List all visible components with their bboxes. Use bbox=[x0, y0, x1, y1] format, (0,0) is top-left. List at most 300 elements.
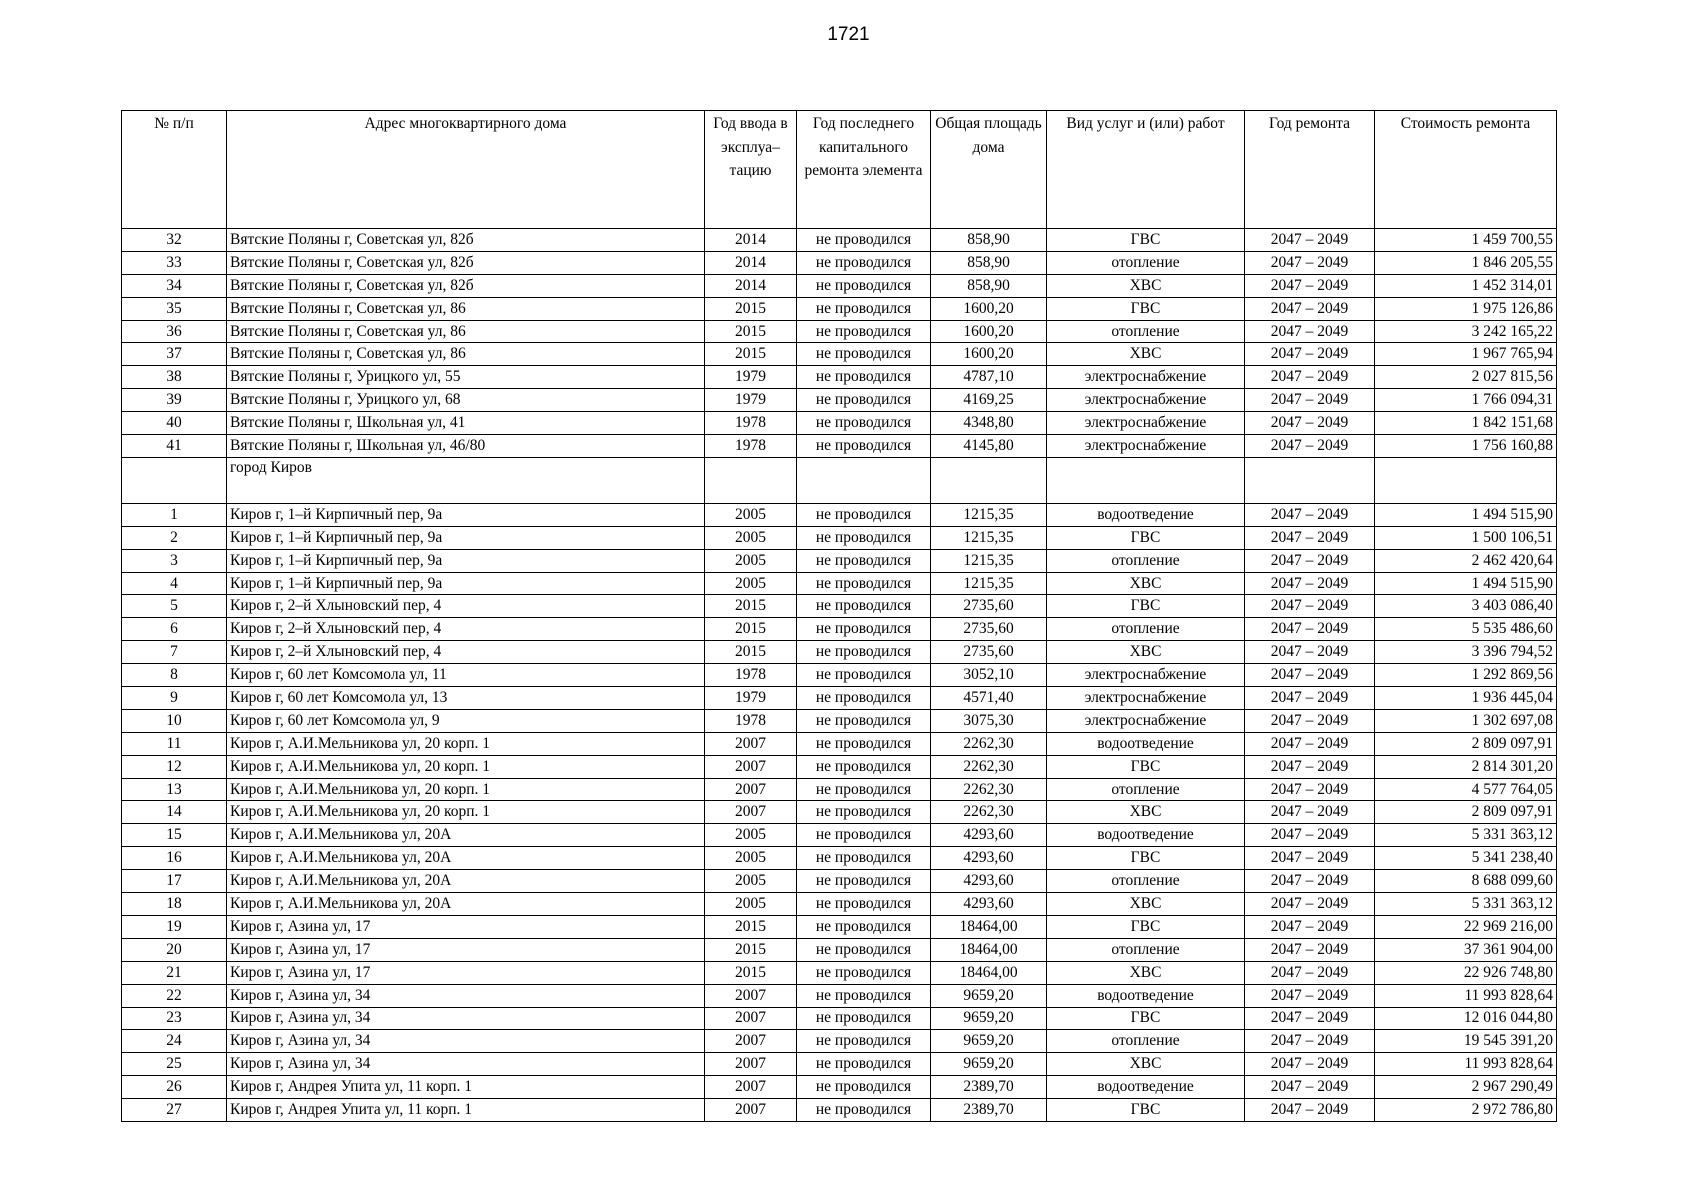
cell-repair-years: 2047 – 2049 bbox=[1245, 709, 1375, 732]
cell-cost: 2 027 815,56 bbox=[1375, 366, 1557, 389]
cell-service: водоотведение bbox=[1047, 732, 1245, 755]
cell-address: Киров г, А.И.Мельникова ул, 20 корп. 1 bbox=[227, 778, 705, 801]
cell-cost: 1 967 765,94 bbox=[1375, 343, 1557, 366]
cell-address: Киров г, 60 лет Комсомола ул, 9 bbox=[227, 709, 705, 732]
cell-service: водоотведение bbox=[1047, 503, 1245, 526]
cell-address: Киров г, 60 лет Комсомола ул, 13 bbox=[227, 687, 705, 710]
cell-cost: 19 545 391,20 bbox=[1375, 1030, 1557, 1053]
table-row bbox=[122, 687, 1557, 710]
cell-address: Киров г, 2–й Хлыновский пер, 4 bbox=[227, 595, 705, 618]
cell-number: 23 bbox=[122, 1007, 227, 1030]
cell-year-built: 2007 bbox=[705, 1076, 797, 1099]
cell-cost: 2 814 301,20 bbox=[1375, 755, 1557, 778]
cell-repair-years: 2047 – 2049 bbox=[1245, 251, 1375, 274]
cell-repair-years: 2047 – 2049 bbox=[1245, 572, 1375, 595]
cell-repair-years: 2047 – 2049 bbox=[1245, 549, 1375, 572]
cell-area: 1215,35 bbox=[931, 572, 1047, 595]
cell-repair-years: 2047 – 2049 bbox=[1245, 435, 1375, 458]
cell-area: 2389,70 bbox=[931, 1076, 1047, 1099]
cell-cost: 5 331 363,12 bbox=[1375, 893, 1557, 916]
cell-area: 2262,30 bbox=[931, 801, 1047, 824]
cell-number: 34 bbox=[122, 274, 227, 297]
table-row bbox=[122, 824, 1557, 847]
cell-year-built: 1979 bbox=[705, 366, 797, 389]
table-row bbox=[122, 893, 1557, 916]
cell-area: 4293,60 bbox=[931, 847, 1047, 870]
cell-last-repair: не проводился bbox=[797, 641, 931, 664]
cell-last-repair: не проводился bbox=[797, 709, 931, 732]
cell-address: Киров г, 1–й Кирпичный пер, 9а bbox=[227, 526, 705, 549]
table-row bbox=[122, 915, 1557, 938]
table-row bbox=[122, 297, 1557, 320]
cell-address: Вятские Поляны г, Школьная ул, 41 bbox=[227, 412, 705, 435]
cell-cost: 22 926 748,80 bbox=[1375, 961, 1557, 984]
table-header-row bbox=[122, 111, 1557, 229]
cell-year-built: 2007 bbox=[705, 1053, 797, 1076]
cell-service: электроснабжение bbox=[1047, 709, 1245, 732]
cell-service: отопление bbox=[1047, 320, 1245, 343]
cell-address: Киров г, А.И.Мельникова ул, 20 корп. 1 bbox=[227, 732, 705, 755]
cell-area: 18464,00 bbox=[931, 961, 1047, 984]
cell-service: ХВС bbox=[1047, 641, 1245, 664]
cell-year-built: 2007 bbox=[705, 1099, 797, 1122]
cell-cost: 37 361 904,00 bbox=[1375, 938, 1557, 961]
table-row bbox=[122, 1099, 1557, 1122]
cell-number: 26 bbox=[122, 1076, 227, 1099]
cell-repair-years: 2047 – 2049 bbox=[1245, 732, 1375, 755]
cell-area: 1600,20 bbox=[931, 297, 1047, 320]
cell-year-built: 2007 bbox=[705, 984, 797, 1007]
cell-address: Киров г, 1–й Кирпичный пер, 9а bbox=[227, 503, 705, 526]
cell-last-repair: не проводился bbox=[797, 1099, 931, 1122]
cell-repair-years: 2047 – 2049 bbox=[1245, 755, 1375, 778]
table-row bbox=[122, 595, 1557, 618]
cell-service: водоотведение bbox=[1047, 1076, 1245, 1099]
cell-area: 4348,80 bbox=[931, 412, 1047, 435]
cell-year-built: 2015 bbox=[705, 915, 797, 938]
cell-address: Вятские Поляны г, Советская ул, 86 bbox=[227, 297, 705, 320]
cell-number: 24 bbox=[122, 1030, 227, 1053]
cell-year-built: 2005 bbox=[705, 824, 797, 847]
cell-year-built: 2007 bbox=[705, 1030, 797, 1053]
cell-year-built: 1979 bbox=[705, 389, 797, 412]
cell-area: 3075,30 bbox=[931, 709, 1047, 732]
cell-service: ХВС bbox=[1047, 1053, 1245, 1076]
cell-area: 1600,20 bbox=[931, 320, 1047, 343]
cell-number: 33 bbox=[122, 251, 227, 274]
cell-address: Киров г, Азина ул, 34 bbox=[227, 1053, 705, 1076]
table-row bbox=[122, 389, 1557, 412]
cell-repair-years: 2047 – 2049 bbox=[1245, 1030, 1375, 1053]
table-row bbox=[122, 641, 1557, 664]
table-row bbox=[122, 778, 1557, 801]
cell-repair-years: 2047 – 2049 bbox=[1245, 847, 1375, 870]
cell-last-repair: не проводился bbox=[797, 824, 931, 847]
cell-service: ХВС bbox=[1047, 343, 1245, 366]
cell-number: 1 bbox=[122, 503, 227, 526]
cell-year-built: 2007 bbox=[705, 1007, 797, 1030]
cell-service: ХВС bbox=[1047, 893, 1245, 916]
cell-last-repair: не проводился bbox=[797, 1030, 931, 1053]
cell-service: ХВС bbox=[1047, 801, 1245, 824]
table-row bbox=[122, 755, 1557, 778]
cell-service: отопление bbox=[1047, 938, 1245, 961]
section-row bbox=[122, 457, 1557, 503]
table-row bbox=[122, 984, 1557, 1007]
cell-last-repair: не проводился bbox=[797, 687, 931, 710]
cell-cost: 1 452 314,01 bbox=[1375, 274, 1557, 297]
cell-repair-years: 2047 – 2049 bbox=[1245, 641, 1375, 664]
cell-address: Вятские Поляны г, Советская ул, 82б bbox=[227, 274, 705, 297]
cell-cost: 3 403 086,40 bbox=[1375, 595, 1557, 618]
cell-number: 6 bbox=[122, 618, 227, 641]
cell-address: Киров г, Андрея Упита ул, 11 корп. 1 bbox=[227, 1099, 705, 1122]
cell-year-built: 2015 bbox=[705, 641, 797, 664]
cell-service: ХВС bbox=[1047, 961, 1245, 984]
cell-repair-years: 2047 – 2049 bbox=[1245, 1099, 1375, 1122]
cell-address: Киров г, 60 лет Комсомола ул, 11 bbox=[227, 664, 705, 687]
cell-repair-years: 2047 – 2049 bbox=[1245, 297, 1375, 320]
cell-area: 1215,35 bbox=[931, 549, 1047, 572]
cell-number: 37 bbox=[122, 343, 227, 366]
cell-last-repair: не проводился bbox=[797, 595, 931, 618]
header-repair-years: Год ремонта bbox=[1245, 111, 1375, 229]
cell-year-built: 2015 bbox=[705, 297, 797, 320]
cell-year-built: 2015 bbox=[705, 595, 797, 618]
cell-address: Вятские Поляны г, Советская ул, 86 bbox=[227, 343, 705, 366]
cell-repair-years: 2047 – 2049 bbox=[1245, 229, 1375, 252]
cell-address: Киров г, 1–й Кирпичный пер, 9а bbox=[227, 549, 705, 572]
cell-last-repair: не проводился bbox=[797, 343, 931, 366]
cell-year-built: 2005 bbox=[705, 572, 797, 595]
header-last-repair: Год последнего капитального ремонта элемента bbox=[797, 111, 931, 229]
cell-last-repair: не проводился bbox=[797, 893, 931, 916]
cell-address: Киров г, Азина ул, 17 bbox=[227, 961, 705, 984]
cell-year-built: 2005 bbox=[705, 847, 797, 870]
cell-service: электроснабжение bbox=[1047, 664, 1245, 687]
cell-service: отопление bbox=[1047, 778, 1245, 801]
cell-year-built: 2007 bbox=[705, 778, 797, 801]
cell-year-built: 2015 bbox=[705, 961, 797, 984]
cell-year-built: 2014 bbox=[705, 229, 797, 252]
cell-last-repair: не проводился bbox=[797, 229, 931, 252]
cell-cost: 1 766 094,31 bbox=[1375, 389, 1557, 412]
cell-address: Вятские Поляны г, Школьная ул, 46/80 bbox=[227, 435, 705, 458]
table-row bbox=[122, 1076, 1557, 1099]
cell-repair-years: 2047 – 2049 bbox=[1245, 595, 1375, 618]
cell-last-repair: не проводился bbox=[797, 664, 931, 687]
table-row bbox=[122, 251, 1557, 274]
cell-address: Вятские Поляны г, Урицкого ул, 68 bbox=[227, 389, 705, 412]
cell-area: 1215,35 bbox=[931, 526, 1047, 549]
cell-cost: 11 993 828,64 bbox=[1375, 984, 1557, 1007]
cell-area: 4145,80 bbox=[931, 435, 1047, 458]
cell-area: 2262,30 bbox=[931, 732, 1047, 755]
cell-last-repair: не проводился bbox=[797, 572, 931, 595]
cell-address: Киров г, Азина ул, 34 bbox=[227, 984, 705, 1007]
cell-service: ГВС bbox=[1047, 595, 1245, 618]
cell-service: ГВС bbox=[1047, 297, 1245, 320]
cell-service: отопление bbox=[1047, 618, 1245, 641]
cell-service: ХВС bbox=[1047, 572, 1245, 595]
table-row bbox=[122, 709, 1557, 732]
table-body bbox=[122, 229, 1557, 1122]
cell-address: Киров г, А.И.Мельникова ул, 20А bbox=[227, 870, 705, 893]
cell-service: водоотведение bbox=[1047, 824, 1245, 847]
cell-year-built: 1978 bbox=[705, 709, 797, 732]
cell-cost: 8 688 099,60 bbox=[1375, 870, 1557, 893]
cell-address: Киров г, А.И.Мельникова ул, 20А bbox=[227, 824, 705, 847]
cell-cost: 4 577 764,05 bbox=[1375, 778, 1557, 801]
cell-number: 19 bbox=[122, 915, 227, 938]
cell-cost: 1 846 205,55 bbox=[1375, 251, 1557, 274]
cell-number: 38 bbox=[122, 366, 227, 389]
repair-schedule-table bbox=[121, 110, 1557, 1122]
cell-cost: 5 341 238,40 bbox=[1375, 847, 1557, 870]
cell-last-repair: не проводился bbox=[797, 984, 931, 1007]
cell-repair-years: 2047 – 2049 bbox=[1245, 526, 1375, 549]
empty-cell bbox=[1047, 457, 1245, 503]
cell-address: Киров г, А.И.Мельникова ул, 20 корп. 1 bbox=[227, 801, 705, 824]
cell-last-repair: не проводился bbox=[797, 618, 931, 641]
cell-address: Киров г, А.И.Мельникова ул, 20 корп. 1 bbox=[227, 755, 705, 778]
cell-cost: 1 494 515,90 bbox=[1375, 503, 1557, 526]
cell-area: 1600,20 bbox=[931, 343, 1047, 366]
cell-repair-years: 2047 – 2049 bbox=[1245, 343, 1375, 366]
cell-year-built: 1978 bbox=[705, 664, 797, 687]
cell-last-repair: не проводился bbox=[797, 755, 931, 778]
cell-repair-years: 2047 – 2049 bbox=[1245, 664, 1375, 687]
cell-service: электроснабжение bbox=[1047, 366, 1245, 389]
page-number: 1721 bbox=[827, 24, 870, 45]
cell-last-repair: не проводился bbox=[797, 801, 931, 824]
table-row bbox=[122, 343, 1557, 366]
cell-area: 2735,60 bbox=[931, 641, 1047, 664]
empty-cell bbox=[797, 457, 931, 503]
cell-service: ГВС bbox=[1047, 526, 1245, 549]
cell-area: 858,90 bbox=[931, 251, 1047, 274]
table-row bbox=[122, 320, 1557, 343]
cell-service: электроснабжение bbox=[1047, 412, 1245, 435]
table-row bbox=[122, 618, 1557, 641]
cell-number: 21 bbox=[122, 961, 227, 984]
cell-service: ГВС bbox=[1047, 1099, 1245, 1122]
empty-cell bbox=[1375, 457, 1557, 503]
table-row bbox=[122, 664, 1557, 687]
cell-area: 2389,70 bbox=[931, 1099, 1047, 1122]
cell-last-repair: не проводился bbox=[797, 1076, 931, 1099]
cell-number: 3 bbox=[122, 549, 227, 572]
cell-cost: 1 756 160,88 bbox=[1375, 435, 1557, 458]
cell-cost: 5 331 363,12 bbox=[1375, 824, 1557, 847]
cell-last-repair: не проводился bbox=[797, 1053, 931, 1076]
cell-area: 9659,20 bbox=[931, 1053, 1047, 1076]
cell-last-repair: не проводился bbox=[797, 435, 931, 458]
table-row bbox=[122, 961, 1557, 984]
table-row bbox=[122, 503, 1557, 526]
cell-repair-years: 2047 – 2049 bbox=[1245, 870, 1375, 893]
table-row bbox=[122, 412, 1557, 435]
cell-service: ГВС bbox=[1047, 755, 1245, 778]
table-row bbox=[122, 274, 1557, 297]
cell-service: ГВС bbox=[1047, 847, 1245, 870]
header-year-built: Год ввода в эксплуа–тацию bbox=[705, 111, 797, 229]
cell-cost: 2 809 097,91 bbox=[1375, 732, 1557, 755]
cell-last-repair: не проводился bbox=[797, 297, 931, 320]
cell-cost: 12 016 044,80 bbox=[1375, 1007, 1557, 1030]
cell-number: 15 bbox=[122, 824, 227, 847]
header-address: Адрес многоквартирного дома bbox=[227, 111, 705, 229]
cell-cost: 1 302 697,08 bbox=[1375, 709, 1557, 732]
cell-last-repair: не проводился bbox=[797, 389, 931, 412]
cell-repair-years: 2047 – 2049 bbox=[1245, 778, 1375, 801]
cell-year-built: 2015 bbox=[705, 938, 797, 961]
table-row bbox=[122, 847, 1557, 870]
cell-cost: 11 993 828,64 bbox=[1375, 1053, 1557, 1076]
cell-last-repair: не проводился bbox=[797, 503, 931, 526]
cell-number: 2 bbox=[122, 526, 227, 549]
table-row bbox=[122, 732, 1557, 755]
cell-year-built: 2014 bbox=[705, 274, 797, 297]
cell-number: 22 bbox=[122, 984, 227, 1007]
cell-number: 13 bbox=[122, 778, 227, 801]
cell-year-built: 1978 bbox=[705, 412, 797, 435]
cell-cost: 1 292 869,56 bbox=[1375, 664, 1557, 687]
cell-area: 4571,40 bbox=[931, 687, 1047, 710]
cell-year-built: 2005 bbox=[705, 503, 797, 526]
cell-number: 4 bbox=[122, 572, 227, 595]
header-service: Вид услуг и (или) работ bbox=[1047, 111, 1245, 229]
cell-cost: 3 242 165,22 bbox=[1375, 320, 1557, 343]
cell-area: 4787,10 bbox=[931, 366, 1047, 389]
cell-address: Киров г, 2–й Хлыновский пер, 4 bbox=[227, 618, 705, 641]
cell-address: Киров г, Азина ул, 34 bbox=[227, 1007, 705, 1030]
cell-service: ГВС bbox=[1047, 229, 1245, 252]
cell-repair-years: 2047 – 2049 bbox=[1245, 1076, 1375, 1099]
cell-service: отопление bbox=[1047, 870, 1245, 893]
cell-number: 27 bbox=[122, 1099, 227, 1122]
cell-number: 11 bbox=[122, 732, 227, 755]
cell-last-repair: не проводился bbox=[797, 1007, 931, 1030]
cell-area: 18464,00 bbox=[931, 915, 1047, 938]
header-cost: Стоимость ремонта bbox=[1375, 111, 1557, 229]
cell-number: 40 bbox=[122, 412, 227, 435]
table-row bbox=[122, 229, 1557, 252]
cell-repair-years: 2047 – 2049 bbox=[1245, 389, 1375, 412]
cell-last-repair: не проводился bbox=[797, 870, 931, 893]
cell-cost: 1 842 151,68 bbox=[1375, 412, 1557, 435]
header-number: № п/п bbox=[122, 111, 227, 229]
cell-area: 2262,30 bbox=[931, 778, 1047, 801]
cell-service: ГВС bbox=[1047, 1007, 1245, 1030]
cell-area: 4293,60 bbox=[931, 893, 1047, 916]
cell-cost: 1 494 515,90 bbox=[1375, 572, 1557, 595]
cell-cost: 2 809 097,91 bbox=[1375, 801, 1557, 824]
cell-year-built: 2014 bbox=[705, 251, 797, 274]
cell-repair-years: 2047 – 2049 bbox=[1245, 984, 1375, 1007]
empty-cell bbox=[931, 457, 1047, 503]
cell-cost: 1 459 700,55 bbox=[1375, 229, 1557, 252]
cell-address: Киров г, Азина ул, 17 bbox=[227, 915, 705, 938]
cell-number: 16 bbox=[122, 847, 227, 870]
cell-last-repair: не проводился bbox=[797, 778, 931, 801]
cell-last-repair: не проводился bbox=[797, 732, 931, 755]
cell-area: 4293,60 bbox=[931, 870, 1047, 893]
cell-repair-years: 2047 – 2049 bbox=[1245, 938, 1375, 961]
cell-repair-years: 2047 – 2049 bbox=[1245, 366, 1375, 389]
cell-area: 2735,60 bbox=[931, 618, 1047, 641]
cell-year-built: 2007 bbox=[705, 755, 797, 778]
cell-year-built: 2015 bbox=[705, 618, 797, 641]
cell-address: Киров г, Азина ул, 34 bbox=[227, 1030, 705, 1053]
cell-repair-years: 2047 – 2049 bbox=[1245, 320, 1375, 343]
cell-service: отопление bbox=[1047, 251, 1245, 274]
cell-repair-years: 2047 – 2049 bbox=[1245, 687, 1375, 710]
cell-year-built: 2005 bbox=[705, 526, 797, 549]
cell-repair-years: 2047 – 2049 bbox=[1245, 1053, 1375, 1076]
cell-last-repair: не проводился bbox=[797, 847, 931, 870]
cell-service: ГВС bbox=[1047, 915, 1245, 938]
cell-cost: 3 396 794,52 bbox=[1375, 641, 1557, 664]
cell-cost: 2 967 290,49 bbox=[1375, 1076, 1557, 1099]
cell-area: 858,90 bbox=[931, 274, 1047, 297]
cell-last-repair: не проводился bbox=[797, 320, 931, 343]
table-row bbox=[122, 526, 1557, 549]
cell-cost: 1 975 126,86 bbox=[1375, 297, 1557, 320]
table-row bbox=[122, 549, 1557, 572]
empty-cell bbox=[1245, 457, 1375, 503]
cell-number: 9 bbox=[122, 687, 227, 710]
cell-address: Киров г, А.И.Мельникова ул, 20А bbox=[227, 847, 705, 870]
cell-number: 25 bbox=[122, 1053, 227, 1076]
cell-year-built: 2005 bbox=[705, 893, 797, 916]
cell-cost: 1 500 106,51 bbox=[1375, 526, 1557, 549]
cell-address: Киров г, А.И.Мельникова ул, 20А bbox=[227, 893, 705, 916]
cell-year-built: 1978 bbox=[705, 435, 797, 458]
cell-area: 9659,20 bbox=[931, 1007, 1047, 1030]
cell-cost: 2 972 786,80 bbox=[1375, 1099, 1557, 1122]
cell-number: 36 bbox=[122, 320, 227, 343]
table-row bbox=[122, 938, 1557, 961]
cell-address: Киров г, Андрея Упита ул, 11 корп. 1 bbox=[227, 1076, 705, 1099]
cell-repair-years: 2047 – 2049 bbox=[1245, 915, 1375, 938]
cell-area: 18464,00 bbox=[931, 938, 1047, 961]
cell-cost: 22 969 216,00 bbox=[1375, 915, 1557, 938]
cell-address: Киров г, 2–й Хлыновский пер, 4 bbox=[227, 641, 705, 664]
header-area: Общая площадь дома bbox=[931, 111, 1047, 229]
cell-repair-years: 2047 – 2049 bbox=[1245, 412, 1375, 435]
cell-address: Киров г, Азина ул, 17 bbox=[227, 938, 705, 961]
cell-area: 2262,30 bbox=[931, 755, 1047, 778]
cell-year-built: 2007 bbox=[705, 801, 797, 824]
cell-number: 32 bbox=[122, 229, 227, 252]
cell-number: 35 bbox=[122, 297, 227, 320]
cell-number: 12 bbox=[122, 755, 227, 778]
cell-repair-years: 2047 – 2049 bbox=[1245, 961, 1375, 984]
cell-area: 1215,35 bbox=[931, 503, 1047, 526]
cell-repair-years: 2047 – 2049 bbox=[1245, 893, 1375, 916]
cell-service: электроснабжение bbox=[1047, 389, 1245, 412]
cell-number: 39 bbox=[122, 389, 227, 412]
cell-number: 5 bbox=[122, 595, 227, 618]
cell-service: отопление bbox=[1047, 1030, 1245, 1053]
cell-area: 4293,60 bbox=[931, 824, 1047, 847]
cell-address: Киров г, 1–й Кирпичный пер, 9а bbox=[227, 572, 705, 595]
empty-cell bbox=[122, 457, 227, 503]
cell-area: 3052,10 bbox=[931, 664, 1047, 687]
cell-address: Вятские Поляны г, Урицкого ул, 55 bbox=[227, 366, 705, 389]
cell-number: 8 bbox=[122, 664, 227, 687]
